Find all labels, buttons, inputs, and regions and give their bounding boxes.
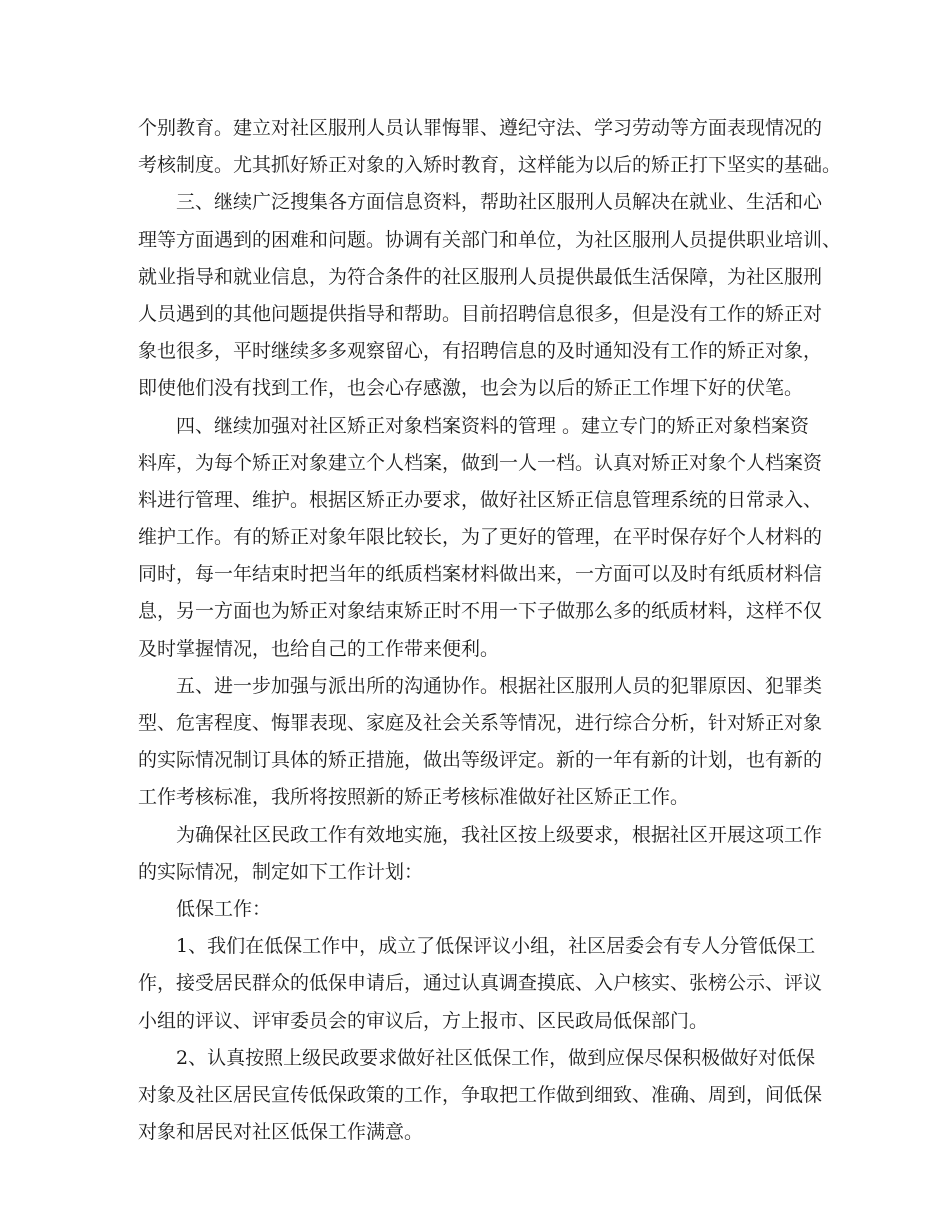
text-line: 作，接受居民群众的低保申请后，通过认真调查摸底、入户核实、张榜公示、评议	[138, 972, 823, 995]
text-line: 对象和居民对社区低保工作满意。	[138, 1121, 424, 1144]
text-line: 四、继续加强对社区矫正对象档案资料的管理 。建立专门的矫正对象档案资	[176, 414, 810, 437]
text-line: 的实际情况制订具体的矫正措施，做出等级评定。新的一年有新的计划，也有新的	[138, 749, 823, 772]
text-line: 理等方面遇到的困难和问题。协调有关部门和单位，为社区服刑人员提供职业培训、	[138, 228, 842, 251]
text-line: 象也很多，平时继续多多观察留心，有招聘信息的及时通知没有工作的矫正对象，	[138, 340, 823, 363]
text-line: 人员遇到的其他问题提供指导和帮助。目前招聘信息很多，但是没有工作的矫正对	[138, 302, 823, 325]
text-line: 即使他们没有找到工作，也会心存感激，也会为以后的矫正工作埋下好的伏笔。	[138, 377, 804, 400]
text-line: 料进行管理、维护。根据区矫正办要求，做好社区矫正信息管理系统的日常录入、	[138, 488, 823, 511]
text-line: 1、我们在低保工作中，成立了低保评议小组，社区居委会有专人分管低保工	[176, 935, 816, 958]
text-line: 考核制度。尤其抓好矫正对象的入矫时教育，这样能为以后的矫正打下坚实的基础。	[138, 154, 842, 177]
text-line: 料库，为每个矫正对象建立个人档案，做到一人一档。认真对矫正对象个人档案资	[138, 451, 823, 474]
text-line: 工作考核标准，我所将按照新的矫正考核标准做好社区矫正工作。	[138, 786, 690, 809]
text-line: 三、继续广泛搜集各方面信息资料，帮助社区服刑人员解决在就业、生活和心	[176, 191, 823, 214]
text-line: 同时，每一年结束时把当年的纸质档案材料做出来，一方面可以及时有纸质材料信	[138, 563, 823, 586]
text-line: 低保工作：	[176, 897, 272, 920]
text-line: 个别教育。建立对社区服刑人员认罪悔罪、遵纪守法、学习劳动等方面表现情况的	[138, 117, 823, 139]
text-line: 型、危害程度、悔罪表现、家庭及社会关系等情况，进行综合分析，针对矫正对象	[138, 712, 823, 734]
text-line: 就业指导和就业信息，为符合条件的社区服刑人员提供最低生活保障，为社区服刑	[138, 265, 823, 288]
text-line: 2、认真按照上级民政要求做好社区低保工作，做到应保尽保积极做好对低保	[176, 1046, 816, 1069]
text-line: 对象及社区居民宣传低保政策的工作，争取把工作做到细致、准确、周到，间低保	[138, 1083, 823, 1106]
text-line: 五、进一步加强与派出所的沟通协作。根据社区服刑人员的犯罪原因、犯罪类	[176, 674, 823, 697]
text-line: 息，另一方面也为矫正对象结束矫正时不用一下子做那么多的纸质材料，这样不仅	[138, 600, 823, 623]
text-line: 小组的评议、评审委员会的审议后，方上报市、区民政局低保部门。	[138, 1009, 709, 1032]
text-line: 为确保社区民政工作有效地实施，我社区按上级要求，根据社区开展这项工作	[176, 823, 823, 846]
text-line: 维护工作。有的矫正对象年限比较长，为了更好的管理，在平时保存好个人材料的	[138, 526, 823, 549]
document-body	[138, 110, 842, 1151]
text-line: 的实际情况，制定如下工作计划：	[138, 860, 424, 883]
text-line: 及时掌握情况，也给自己的工作带来便利。	[138, 637, 500, 660]
